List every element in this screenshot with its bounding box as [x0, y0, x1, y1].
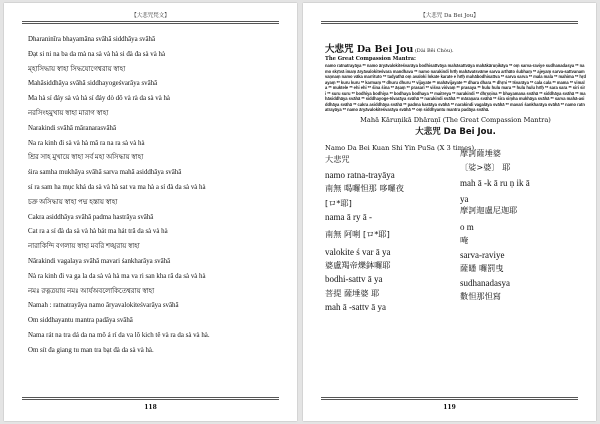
text-line: sí ra sam ha mục khá da sà và hà sat va ma hà a sí đà da sà và hà: [28, 183, 206, 191]
mantra-line: 大悲咒: [325, 153, 350, 164]
text-line: Namah : ratnatrayāya namo āryavalokiteśvarāya svāhā: [28, 302, 179, 310]
mantra-line: 菩提 薩埵婆 耶: [325, 287, 380, 298]
text-line: Om sít đa giang tu man tra bạt đà da sà và hà.: [28, 346, 154, 354]
text-line: ম্হাসিদ্ধায় স্বাহা সিদ্ধযোগেশ্বরায় স্বাহা: [28, 65, 126, 73]
text-line: Om siddhayantu mantra padāya svāhā: [28, 317, 133, 325]
mantra-transliteration: namo ratnatrayāya ** namo āryāvalokiteśvarāya bodhisattvāya mahāsattvāya mahākāruṇikāya ** oṃ sarva-raviye sudhanadasya ** namo skṛtvā imaṃ āryāvalokiteśvara mandhava ** namo narakindi hrīḥ mahāvatsvāme sarva arthāto śubhaṃ ** ajeyaṃ sarva-sattvanam vaṇnaṃ namo vāka marrituto ** tadyathā oṃ avaloki lokate karate e hrīḥ mahābodhisattva ** sarva sarva ** mala mala ** mahima ** hṛdayaṃ ** kuru kuru ** karmaṃ ** dhuru dhuru ** vijayate ** mahāvijayate ** dhara dhara ** dhṛni ** īśvarāya ** cala cala ** mama ** vimala ** muktele ** ehi ehi ** śina śina ** āṣaṃ ** prasari ** viśva viśvaṃ ** prasaya ** hulu hulu mara ** hulu hulu hrīḥ ** sara sara ** siri siri ** suru suru ** bodhiya bodhiya ** bodhaya bodhaya ** maitreya ** narakindi ** dhṛṣṇina ** bhayamana svāhā ** siddhāya svāhā ** mahāsiddhāya svāhā ** siddhayoge-īśvarāya svāhā ** narakindi svāhā ** māraṇara svāhā ** śira siṃha mukhāya svāhā ** sarva mahā-asiddhāya svāhā ** cakra asiddhāya svāhā ** padma kastāya svāhā ** narakindi vagalāya svāhā ** mavari śankharāya svāhā ** namo ratnatrayāya ** namo āryāvalokiteśvarāya svāhā ** oṃ siddhyantu mantra padāya svāhā.: [325, 63, 586, 113]
right-page: [303, 3, 596, 421]
page-header: 【大悲咒 Da Bei Jou】: [420, 13, 479, 19]
title-chinese: 大悲咒: [325, 44, 354, 55]
header-rule: [321, 21, 578, 24]
text-lines: [28, 33, 283, 359]
text-line: নারাকিন্দি বগলায় স্বাহা মবরি শঙ্খরায় স্বাহা: [28, 243, 140, 251]
header-rule: [22, 21, 279, 24]
mantra-line: 薩皤 囉罰曳: [460, 262, 504, 273]
right-content: [325, 41, 586, 314]
text-line: চক্র অসিদ্ধায় স্বাহা পদ্ম হস্তায় স্বাহা: [28, 198, 118, 206]
title-note: (Dài Bēi Chòu).: [413, 48, 454, 54]
footer-rule: [22, 397, 279, 400]
mantra-line: 南無 阿唎 [ロ*耶]: [325, 228, 390, 239]
text-line: নরসিংহমুখায় স্বাহা মারাগ স্বাহা: [28, 109, 109, 117]
mantra-line: 婆盧羯帝爍鉢囉耶: [325, 259, 391, 270]
text-line: śira samha mukhāya svāhā sarva mahā asiddhāya svāhā: [28, 169, 182, 177]
text-line: Dharaninīra bhayamāna svāhā siddhāya svāhā: [28, 36, 156, 43]
text-line: Cat ra a sí đà da sà và hà bát ma hát tră da sà và hà: [28, 228, 168, 236]
text-line: Cakra asiddhāya svāhā padma hastrāya svāhā: [28, 213, 154, 221]
page-number: 118: [144, 404, 157, 411]
mantra-line: ya: [460, 193, 469, 204]
footer-rule: [321, 397, 578, 400]
mantra-line: 摩訶迦盧尼迦耶: [460, 204, 518, 215]
subtitle: The Great Compassion Mantra:: [325, 56, 416, 62]
mantra-line: mah ā -sattv ā ya: [325, 301, 386, 312]
mantra-line: sarva-raviye: [460, 249, 505, 260]
namo-line: Namo Da Bei Kuan Shi Yin PuSa (X 3 times).: [325, 143, 477, 152]
text-line: নমঃ রত্নত্রয়ায় নমঃ আর্যঅবলোকিতেশ্বরায় স্বাহা: [28, 287, 155, 295]
left-page: [4, 3, 297, 421]
text-line: Nà ra kinh đi va ga la da sà và hà ma va ri san kha rã da sà và hà: [28, 272, 206, 280]
mantra-line: bodhi-sattv ā ya: [325, 273, 383, 284]
section-title: [325, 41, 586, 55]
text-line: Nārakindi vagalaya svāhā mavari śankharāya svāhā: [28, 257, 171, 265]
mantra-line: 數怛那怛寫: [460, 290, 501, 301]
mantra-line: 唵: [460, 234, 469, 245]
text-line: Ma hà sí đáy sà và hà sí đáy dò dô và rà da sà và hà: [28, 95, 170, 103]
mantra-line: namo ratna-trayāya: [325, 169, 395, 180]
text-line: Narakindi svāhā māranarasvāhā: [28, 124, 117, 132]
page-header: 【大悲咒梵文】: [131, 13, 170, 19]
mantra-line: mah ā -k ā ru ṇ ik ā: [460, 177, 530, 188]
mantra-line: 〔娑>婆〕 耶: [460, 161, 511, 172]
text-line: Ðạt si ni na ba da mà na sà và hà si đà đa sà và hà: [28, 50, 165, 58]
text-line: Na ra kinh đi sà và hà mã ra na ra sà và hà: [28, 139, 145, 147]
page-number: 119: [443, 404, 456, 411]
mantra-line: o m: [460, 221, 474, 232]
mantra-line: [ロ*耶]: [325, 197, 352, 208]
mantra-line: 南無 喝囉怛那 哆囉夜: [325, 182, 404, 193]
mantra-title: Mahā Kāruṇikā Dhāraṇī (The Great Compassion Mantra): [360, 115, 551, 124]
text-line: Mahāsiddhāya svāhā siddhayogeśvarāya svāhā: [28, 80, 158, 88]
text-line: শ্রির সাহ মুখায়ে স্বাহা সর্ব মহা অসিদ্ধায় স্বাহা: [28, 154, 144, 162]
text-line: Nama rát na tra dá da na mô á rí da va lô kich tê và ra da sà và hà.: [28, 331, 210, 339]
title-latin: Da Bei Jou: [353, 44, 414, 55]
mantra-line: nama ā ry ā -: [325, 211, 372, 222]
mantra-line: sudhanadasya: [460, 277, 510, 288]
mantra-line: 摩訶薩埵婆: [460, 147, 501, 158]
mantra-line: valokite ś var ā ya: [325, 246, 391, 257]
mantra-title-chinese: 大悲咒 Da Bei Jou.: [415, 126, 496, 137]
